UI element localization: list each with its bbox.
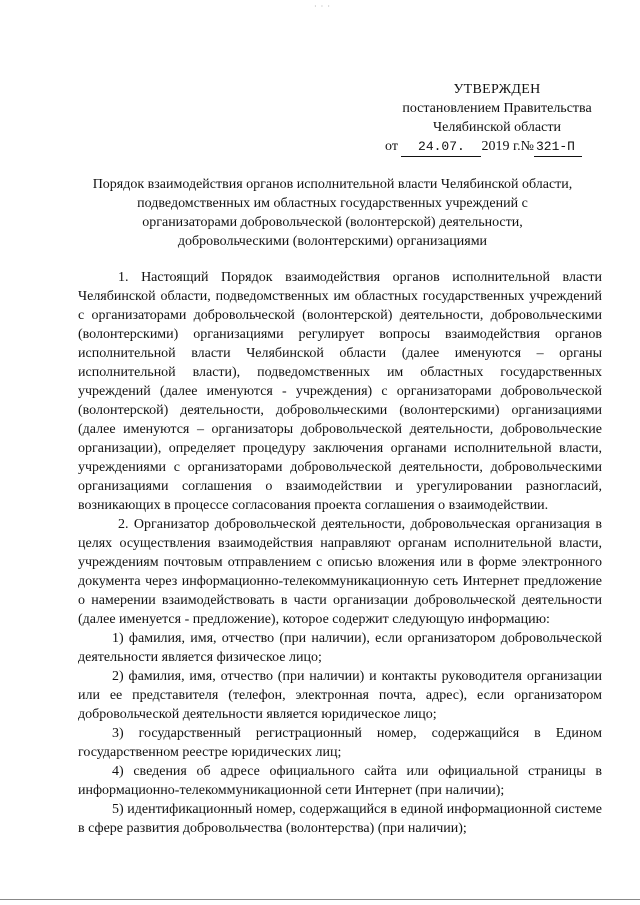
approval-year: 2019 г. (481, 139, 521, 154)
document-title (60, 175, 605, 251)
approval-line-1: постановлением Правительства (402, 101, 592, 116)
title-line: подведомственных им областных государственных учреждений с (137, 196, 528, 211)
list-item-4: 4) сведения об адресе официального сайта или официальной страницы в информационно-телекоммуникационной сети Интернет (при наличии); (78, 764, 602, 798)
approval-date-line (382, 137, 612, 157)
list-item-1: 1) фамилия, имя, отчество (при наличии), если организатором добровольческой деятельности является физическое лицо; (78, 631, 602, 665)
scan-mark: · · · (314, 2, 331, 11)
approval-date: 24.07. (401, 137, 481, 157)
title-line: Порядок взаимодействия органов исполнительной власти Челябинской области, (92, 177, 573, 192)
paragraph-1: 1. Настоящий Порядок взаимодействия органов исполнительной власти Челябинской области, подведомственных им областных государственных учреждений с организаторами добровольческой (волонтерской) деятельности, добровольческими (волонтерскими) организациями регулирует вопросы взаимодействия органов исполнительной власти Челябинской области (далее именуются – органы исполнительной власти), подведомственных им областных государственных учреждений (далее именуются - учреждения) с организаторами добровольческой (волонтерской) деятельности, добровольческими (волонтерскими) организациями (далее именуются – организаторы добровольческой деятельности, добровольческие организации), определяет процедуру заключения органами исполнительной власти, учреждениями с организаторами добровольческой деятельности, добровольческими организациями соглашения о взаимодействии и урегулировании разногласий, возникающих в процессе согласования проекта соглашения о взаимодействии. (78, 270, 602, 513)
approval-number: 321-П (534, 137, 582, 157)
number-sign: № (520, 139, 534, 154)
list-item-2: 2) фамилия, имя, отчество (при наличии) и контакты руководителя организации или ее представителя (телефон, электронная почта, адрес), если организатором добровольческой деятельности является юридическое лицо; (78, 669, 602, 722)
approval-line-2: Челябинской области (433, 120, 561, 135)
title-line: организаторами добровольческой (волонтерской) деятельности, (142, 215, 523, 230)
approval-stamp (382, 80, 612, 157)
document-body (78, 268, 602, 838)
approved-heading: УТВЕРЖДЕН (453, 82, 541, 97)
title-line: добровольческими (волонтерскими) организациями (177, 234, 488, 249)
page-edge-line (0, 899, 640, 900)
list-item-3: 3) государственный регистрационный номер, содержащийся в Едином государственном реестре юридических лиц; (78, 726, 602, 760)
date-prefix: от (385, 139, 398, 154)
paragraph-2: 2. Организатор добровольческой деятельности, добровольческая организация в целях осуществления взаимодействия направляют органам исполнительной власти, учреждениям почтовым отправлением с описью вложения или в форме электронного документа через информационно-телекоммуникационную сеть Интернет предложение о намерении взаимодействовать в части организации добровольческой деятельности (далее именуется - предложение), которое содержит следующую информацию: (78, 517, 602, 627)
list-item-5: 5) идентификационный номер, содержащийся в единой информационной системе в сфере развития добровольчества (волонтерства) (при наличии); (78, 802, 602, 836)
